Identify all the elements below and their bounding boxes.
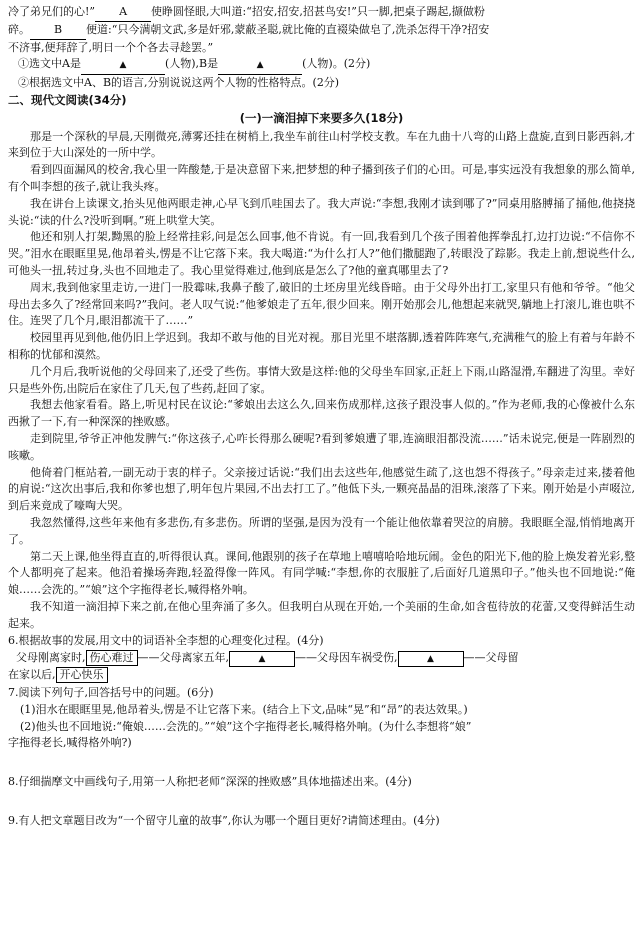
paragraph: 他还和别人打架,黝黑的脸上经常挂彩,问是怎么回事,他不肯说。有一回,我看到几个孩子围着他挥拳乱打,边打边说:“不信你不哭。”泪水在眼眶里晃,他昂着头,愣是不让它落下来。我大喝道:“为什么打人?”他们撒腿跑了,转眼没了踪影。我走上前,想说些什么,可他头一扭,转过身,头也不回地走了。我心里觉得难过,他到底是怎么了?他的童真哪里去了? bbox=[8, 230, 635, 277]
top-line-1 bbox=[8, 4, 635, 22]
answer-space[interactable] bbox=[8, 752, 635, 774]
question-6: 6.根据故事的发展,用文中的词语补全李想的心理变化过程。(4分) bbox=[8, 634, 324, 648]
top-line-3: 不济事,便拜辞了,明日一个个各去寻趁罢。” bbox=[8, 40, 214, 54]
answer-box-filled: 开心快乐 bbox=[56, 667, 108, 683]
question-7-2-cont: 字拖得老长,喊得格外响?) bbox=[8, 736, 132, 750]
text-span: ——父母因车祸受伤, bbox=[295, 651, 398, 665]
answer-box-filled: 伤心难过 bbox=[86, 650, 138, 666]
text-span: 冷了弟兄们的心!” bbox=[8, 5, 96, 18]
question-7-1: (1)泪水在眼眶里晃,他昂着头,愣是不让它落下来。(结合上下文,品味“晃”和“昂”的表达效果。) bbox=[20, 702, 468, 716]
paragraph: 我忽然懂得,这些年来他有多悲伤,有多悲伤。所谓的坚强,是因为没有一个能让他依靠着哭泣的肩膀。我眼眶全湿,悄悄地离开了。 bbox=[8, 515, 635, 546]
paragraph: 他倚着门框站着,一副无动于衷的样子。父亲接过话说:“我们出去这些年,他感觉生疏了,这也怨不得孩子。”母亲走过来,搂着他的肩说:“这次出事后,我和你爹也想了,明年包片果园,不出去打工了。”他低下头,一颗亮晶晶的泪珠,滚落了下来。刚开始是小声啜泣,到后来竟成了嚎啕大哭。 bbox=[8, 465, 635, 513]
question-6-chain bbox=[8, 650, 635, 667]
question-2: ②根据选文中A、B的语言,分别说说这两个人物的性格特点。(2分) bbox=[18, 76, 340, 90]
paragraph: 那是一个深秋的早晨,天刚微亮,薄雾还挂在树梢上,我坐车前往山村学校支教。车在九曲十八弯的山路上盘旋,直到日影西斜,才来到位于大山深处的一所中学。 bbox=[8, 129, 635, 160]
paragraph: 校园里再见到他,他仍旧上学迟到。我却不敢与他的目光对视。那目光里不堪落脚,透着阵阵寒气,充满稚气的脸上有着与年龄不相称的忧郁和漠然。 bbox=[8, 331, 635, 361]
article-title: (一)一滴泪掉下来要多久(18分) bbox=[239, 110, 404, 125]
paragraph: 走到院里,爷爷正冲他发脾气:“你这孩子,心咋长得那么硬呢?看到爹娘遭了罪,连滴眼泪都没流……”话未说完,便是一阵剧烈的咳嗽。 bbox=[8, 431, 635, 462]
question-6-chain-cont bbox=[8, 667, 635, 684]
text-span: 碎。 bbox=[8, 22, 30, 36]
text-span: ——父母留 bbox=[463, 651, 519, 665]
text-span: ——父母离家五年, bbox=[137, 651, 229, 665]
text-span: 便道:“只今满朝文武,多是奸邪,蒙蔽圣聪,就比俺的直裰染做皂了,洗杀怎得干净?招安 bbox=[86, 22, 490, 36]
question-7-2: (2)他头也不回地说:“俺娘……会洗的。”“娘”这个字拖得老长,喊得格外响。(为什么李想将“娘” bbox=[20, 719, 472, 733]
answer-blank[interactable]: ▲ bbox=[81, 57, 165, 75]
question-9: 9.有人把文章题目改为“一个留守儿童的故事”,你认为哪一个题目更好?请简述理由。(4分) bbox=[8, 814, 440, 828]
paragraph: 看到四面漏风的校舍,我心里一阵酸楚,于是决意留下来,把梦想的种子播到孩子们的心田。可是,事实远没有我想象的那么简单,有个叫李想的孩子,就让我头疼。 bbox=[8, 163, 635, 193]
answer-box-empty[interactable]: ▲ bbox=[398, 651, 464, 667]
question-7: 7.阅读下列句子,回答括号中的问题。(6分) bbox=[8, 686, 214, 700]
text-span: ①选文中A是 bbox=[18, 57, 81, 71]
answer-blank[interactable]: ▲ bbox=[218, 57, 302, 75]
paragraph: 几个月后,我听说他的父母回来了,还受了些伤。事情大致是这样:他的父母坐车回家,正赶上下雨,山路湿滑,车翻进了沟里。幸好只是些外伤,出院后在家住了几天,包了些药,赶回了家。 bbox=[8, 364, 635, 395]
text-span: 使睁圆怪眼,大叫道:“招安,招安,招甚鸟安!”只一脚,把桌子踢起,撷做粉 bbox=[151, 5, 485, 18]
text-span: 在家以后, bbox=[8, 668, 56, 682]
paragraph: 第二天上课,他坐得直直的,听得很认真。课间,他跟别的孩子在草地上嘻嘻哈哈地玩闹。金色的阳光下,他的脸上焕发着光彩,整个人都明亮了起来。他沿着操场奔跑,轻盈得像一阵风。有同学喊:“李想,你的衣服脏了,后面好几道黑印子。”他头也不回地说:“俺娘……会洗的。”“娘”这个字拖得老长,喊得格外响。 bbox=[8, 549, 635, 597]
answer-box-empty[interactable]: ▲ bbox=[229, 651, 295, 667]
article-body bbox=[8, 129, 635, 633]
answer-space[interactable] bbox=[8, 791, 635, 813]
paragraph: 我不知道一滴泪掉下来之前,在他心里奔涌了多久。但我明白从现在开始,一个美丽的生命,如含苞待放的花蕾,又变得鲜活生动起来。 bbox=[8, 599, 635, 630]
top-line-2 bbox=[8, 22, 635, 40]
paragraph-underlined: 我想去他家看看。路上,听见村民在议论:“爹娘出去这么久,回来伤成那样,这孩子跟没事人似的。”作为老师,我的心像被什么东西揪了一下,有一种深深的挫败感。 bbox=[8, 398, 635, 429]
question-1 bbox=[8, 56, 635, 75]
text-span: 父母刚离家时, bbox=[16, 651, 86, 665]
section-heading: 二、现代文阅读(34分) bbox=[8, 92, 127, 107]
paragraph: 周末,我到他家里走访,一进门一股霉味,我鼻子酸了,破旧的土坯房里光线昏暗。由于父母外出打工,家里只有他和爷爷。“他父母出去多久了?经常回来吗?”我问。老人叹气说:“他爹娘走了五年,很少回来。刚开始那会儿,他想起来就哭,躺地上打滚儿,谁也哄不住。连哭了几个月,眼泪都流干了……” bbox=[8, 280, 635, 328]
text-span: (人物)。(2分) bbox=[302, 57, 371, 71]
text-span: (人物),B是 bbox=[164, 57, 219, 71]
blank-a: A bbox=[95, 4, 151, 22]
paragraph: 我在讲台上读课文,抬头见他两眼走神,心早飞到爪哇国去了。我大声说:“李想,我刚才读到哪了?”同桌用胳膊捅了捅他,他挠挠头说:“读的什么?没听到啊。”班上哄堂大笑。 bbox=[8, 196, 635, 227]
question-8: 8.仔细揣摩文中画线句子,用第一人称把老师“深深的挫败感”具体地描述出来。(4分) bbox=[8, 775, 412, 789]
blank-b: B bbox=[30, 22, 86, 40]
